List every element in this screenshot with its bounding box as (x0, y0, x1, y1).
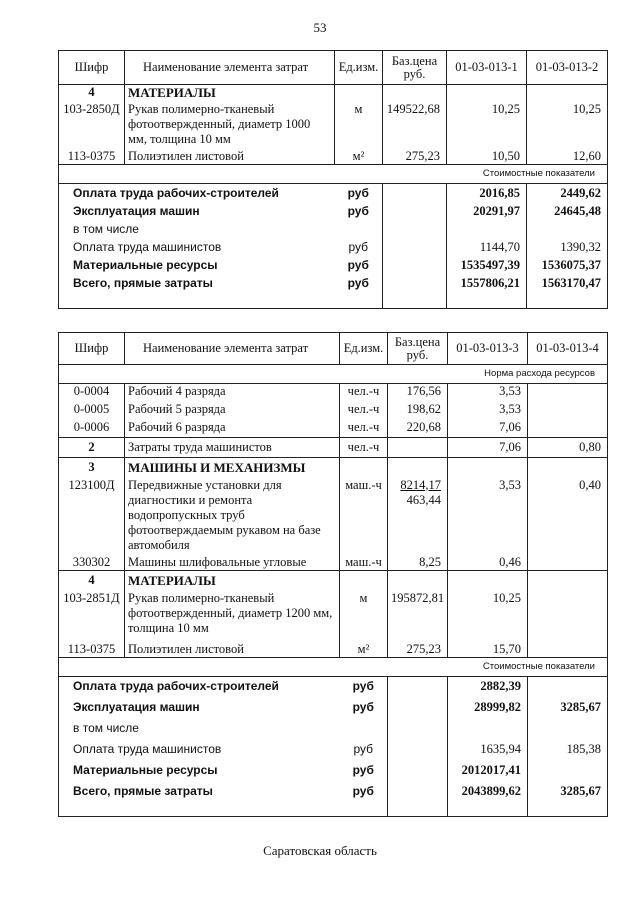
header-code: Шифр (59, 51, 125, 85)
section-row: 3 МАШИНЫ И МЕХАНИЗМЫ (59, 458, 608, 478)
machine-price-operator: 463,44 (406, 492, 441, 507)
table-header (59, 51, 608, 85)
resource-table-2 (58, 332, 608, 817)
header-col4: 01-03-013-4 (528, 333, 608, 365)
resource-table-1 (58, 50, 608, 309)
machine-price: 8214,17 (400, 477, 441, 492)
summary-row: в том числе (59, 220, 608, 238)
table-row: 2 Затраты труда машинистов чел.-ч 7,06 0,80 (59, 438, 608, 458)
header-base-price: Баз.цена руб. (383, 51, 447, 85)
table-header (59, 333, 608, 365)
summary-row: Эксплуатация машин руб 20291,97 24645,48 (59, 202, 608, 220)
summary-row: Оплата труда рабочих-строителей руб 2882,39 (59, 677, 608, 698)
section-label-row: Стоимостные показатели (59, 658, 608, 677)
header-col2: 01-03-013-2 (527, 51, 608, 85)
section-row: 4 МАТЕРИАЛЫ (59, 571, 608, 591)
norm-label-row: Норма расхода ресурсов (59, 365, 608, 384)
table-row: 113-0375 Полиэтилен листовой м² 275,23 10,50 12,60 (59, 147, 608, 165)
summary-row: Оплата труда машинистов руб 1635,94 185,38 (59, 740, 608, 761)
table-row: 0-0005 Рабочий 5 разряда чел.-ч 198,62 3,53 (59, 402, 608, 420)
header-base-price: Баз.цена руб. (388, 333, 448, 365)
table-row: 330302 Машины шлифовальные угловые маш.-ч 8,25 0,46 (59, 553, 608, 571)
header-unit: Ед.изм. (340, 333, 388, 365)
header-col1: 01-03-013-1 (447, 51, 527, 85)
table-row: 113-0375 Полиэтилен листовой м² 275,23 15,70 (59, 636, 608, 658)
table-row: 103-2850Д Рукав полимерно-тканевый фотоотвержденный, диаметр 1000 мм, толщина 10 мм м 149522,68 10,25 10,25 (59, 102, 608, 147)
header-unit: Ед.изм. (335, 51, 383, 85)
summary-row: Материальные ресурсы руб 1535497,39 1536075,37 (59, 256, 608, 274)
section-row: 4 МАТЕРИАЛЫ (59, 85, 608, 102)
header-name: Наименование элемента затрат (125, 51, 335, 85)
summary-row: Всего, прямые затраты руб 2043899,62 3285,67 (59, 782, 608, 803)
summary-row: Материальные ресурсы руб 2012017,41 (59, 761, 608, 782)
table-row: 103-2851Д Рукав полимерно-тканевый фотоотвержденный, диаметр 1200 мм, толщина 10 мм м 195872,81 10,25 (59, 591, 608, 636)
summary-row: в том числе (59, 719, 608, 740)
page-number: 53 (313, 20, 327, 35)
table-row: 123100Д Передвижные установки для диагностики и ремонта водопропускных труб фотоотверждаемым рукавом на базе автомобиля маш.-ч 8214,17 463,44 3,53 0,40 (59, 478, 608, 553)
summary-row: Всего, прямые затраты руб 1557806,21 1563170,47 (59, 274, 608, 292)
summary-row: Оплата труда машинистов руб 1144,70 1390,32 (59, 238, 608, 256)
table-row: 0-0004 Рабочий 4 разряда чел.-ч 176,56 3,53 (59, 384, 608, 402)
header-code: Шифр (59, 333, 125, 365)
summary-row: Эксплуатация машин руб 28999,82 3285,67 (59, 698, 608, 719)
page-footer: Саратовская область (263, 843, 377, 858)
table-row: 0-0006 Рабочий 6 разряда чел.-ч 220,68 7,06 (59, 420, 608, 438)
header-col3: 01-03-013-3 (448, 333, 528, 365)
summary-row: Оплата труда рабочих-строителей руб 2016,85 2449,62 (59, 184, 608, 203)
section-label-row: Стоимостные показатели (59, 165, 608, 184)
header-name: Наименование элемента затрат (125, 333, 340, 365)
